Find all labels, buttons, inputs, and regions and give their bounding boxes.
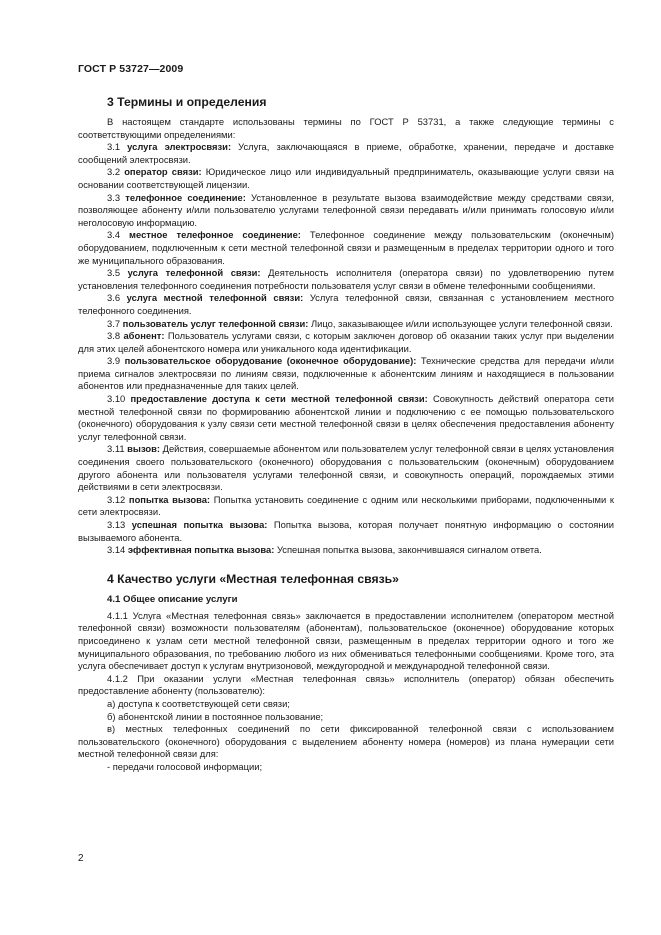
- term-number: 3.5: [107, 267, 121, 279]
- term-definition: [78, 519, 614, 544]
- term-definition: [78, 229, 614, 267]
- term-name: пользователь услуг телефонной связи:: [122, 317, 309, 329]
- term-name: вызов:: [127, 443, 160, 455]
- term-name: попытка вызова:: [128, 493, 211, 505]
- term-name: местное телефонное соединение:: [129, 229, 301, 241]
- section-3-title: 3 Термины и определения: [107, 95, 267, 109]
- term-name: предоставление доступа к сети местной телефонной связи:: [130, 393, 428, 405]
- paragraph-4-1-2: 4.1.2 При оказании услуги «Местная телефонная связь» исполнитель (оператор) обязан обеспечить предоставление абоненту (пользователю):: [78, 672, 614, 697]
- term-number: 3.1: [107, 141, 121, 153]
- term-text: Юридическое лицо или индивидуальный предприниматель, оказывающие услуги связи на основании соответствующей лицензии.: [78, 166, 614, 190]
- dash-item-voice: - передачи голосовой информации;: [107, 760, 263, 772]
- term-definition: [78, 330, 614, 355]
- document-body: [78, 94, 614, 774]
- list-item-b: б) абонентской линии в постоянное пользование;: [107, 710, 324, 722]
- term-name: телефонное соединение:: [125, 191, 246, 203]
- term-name: успешная попытка вызова:: [131, 519, 268, 530]
- section-4-title: 4 Качество услуги «Местная телефонная связь»: [107, 571, 399, 586]
- term-text: Успешная попытка вызова, закончившаяся сигналом ответа.: [276, 544, 542, 556]
- term-name: услуга телефонной связи:: [127, 267, 261, 279]
- term-number: 3.7: [107, 317, 121, 329]
- term-definition: [78, 494, 614, 519]
- term-text: Услуга, заключающаяся в приеме, обработке, хранении, передаче и доставке сообщений электросвязи.: [78, 141, 614, 165]
- term-definition: [78, 393, 614, 443]
- term-name: эффективная попытка вызова:: [127, 544, 275, 556]
- term-number: 3.10: [107, 393, 126, 405]
- term-text: Совокупность действий оператора сети местной телефонной связи по формированию абонентской линии и подключению с ее помощью пользовательского (оконечного) оборудования к узлу связи сети местной телефонной связи в целях обеспечения предоставления абоненту услуг телефонной связи.: [78, 393, 614, 442]
- paragraph-4-1-1: 4.1.1 Услуга «Местная телефонная связь» заключается в предоставлении исполнителем (оператором местной телефонной связи) возможности пользователям (абонентам), пользовательское (оконечное) оборудование которых присоединено к узлам сети местной телефонной связи, размещенным в пределах территории одного и того же муниципального образования, по требованию любого из них обмениваться телефонными сообщениями. Кроме того, эта услуга обеспечивает доступ к услугам внутризоновой, междугородной и международной телефонной связи.: [78, 609, 614, 672]
- term-number: 3.12: [107, 493, 126, 505]
- term-definition: [78, 267, 614, 292]
- term-name: услуга электросвязи:: [127, 141, 232, 153]
- term-text: Услуга телефонной связи, связанная с установлением местного телефонного соединения.: [78, 292, 615, 316]
- term-text: Попытка установить соединение с одним или несколькими приборами, подключенными к сети электросвязи.: [78, 493, 614, 518]
- term-number: 3.11: [107, 443, 125, 455]
- terms-list: [78, 141, 614, 557]
- term-definition: [78, 355, 614, 393]
- term-text: Деятельность исполнителя (оператора связи) по удовлетворению путем установления телефонного соединения потребности пользователя услуг связи в обмене телефонными сообщениями.: [78, 267, 614, 291]
- term-number: 3.9: [107, 355, 121, 367]
- term-text: Лицо, заказывающее и/или использующее услуги телефонной связи.: [310, 317, 613, 329]
- term-text: Попытка вызова, которая получает понятную информацию о состоянии вызываемого абонента.: [78, 519, 615, 543]
- term-name: абонент:: [123, 330, 165, 342]
- term-definition: [78, 166, 614, 191]
- term-number: 3.14: [107, 544, 126, 556]
- term-text: Установленное в результате вызова взаимодействие между средствами связи, позволяющее абоненту и/или пользователю услугами телефонной связи передавать и/или принимать голосовую и/или неголосовую информацию.: [78, 191, 614, 228]
- term-text: Телефонное соединение между пользовательским (оконечным) оборудованием, подключенным к сети местной телефонной связи и размещенным в пределах территории одного и того же муниципального образования.: [78, 229, 614, 266]
- term-number: 3.13: [107, 519, 126, 530]
- term-text: Действия, совершаемые абонентом или пользователем услуг телефонной связи в целях установления соединения своего пользовательского (оконечного) оборудования с пользовательским (оконечным) оборудованием другого абонента или пользователя услугами телефонной связи, и совокупность операций, порождаемых этими действиями в сети электросвязи.: [78, 443, 614, 493]
- term-definition: [78, 318, 614, 331]
- term-name: оператор связи:: [124, 166, 202, 178]
- term-number: 3.2: [107, 166, 121, 178]
- term-definition: [78, 141, 614, 166]
- term-number: 3.6: [107, 292, 121, 304]
- document-code-header: ГОСТ Р 53727—2009: [78, 63, 184, 75]
- page-number: 2: [78, 853, 84, 864]
- term-text: Технические средства для передачи и/или приема сигналов электросвязи по линиям связи, подключенные к абонентским линиям и находящиеся в пользовании абонентов или предназначенные для таких целей.: [78, 355, 614, 392]
- term-number: 3.4: [107, 229, 121, 241]
- term-definition: [78, 443, 614, 493]
- term-number: 3.8: [107, 330, 121, 342]
- term-number: 3.3: [107, 191, 121, 203]
- subsection-4-1-title: 4.1 Общее описание услуги: [107, 593, 238, 605]
- term-name: пользовательское оборудование (оконечное оборудование):: [124, 355, 417, 367]
- term-definition: [78, 292, 614, 317]
- term-name: услуга местной телефонной связи:: [126, 292, 304, 304]
- term-definition: [78, 192, 614, 230]
- section-3-intro: В настоящем стандарте использованы термины по ГОСТ Р 53731, а также следующие термины с соответствующими определениями:: [78, 116, 614, 140]
- list-item-a: а) доступа к соответствующей сети связи;: [107, 697, 290, 709]
- term-text: Пользователь услугами связи, с которым заключен договор об оказании таких услуг при выделении для этих целей абонентского номера или уникального кода идентификации.: [78, 330, 615, 354]
- term-definition: [78, 544, 614, 557]
- list-item-c: в) местных телефонных соединений по сети фиксированной телефонной связи с использованием пользовательского (оконечного) оборудования с выделением абоненту номера (номеров) из плана нумерации сети местной телефонной связи для:: [78, 723, 614, 760]
